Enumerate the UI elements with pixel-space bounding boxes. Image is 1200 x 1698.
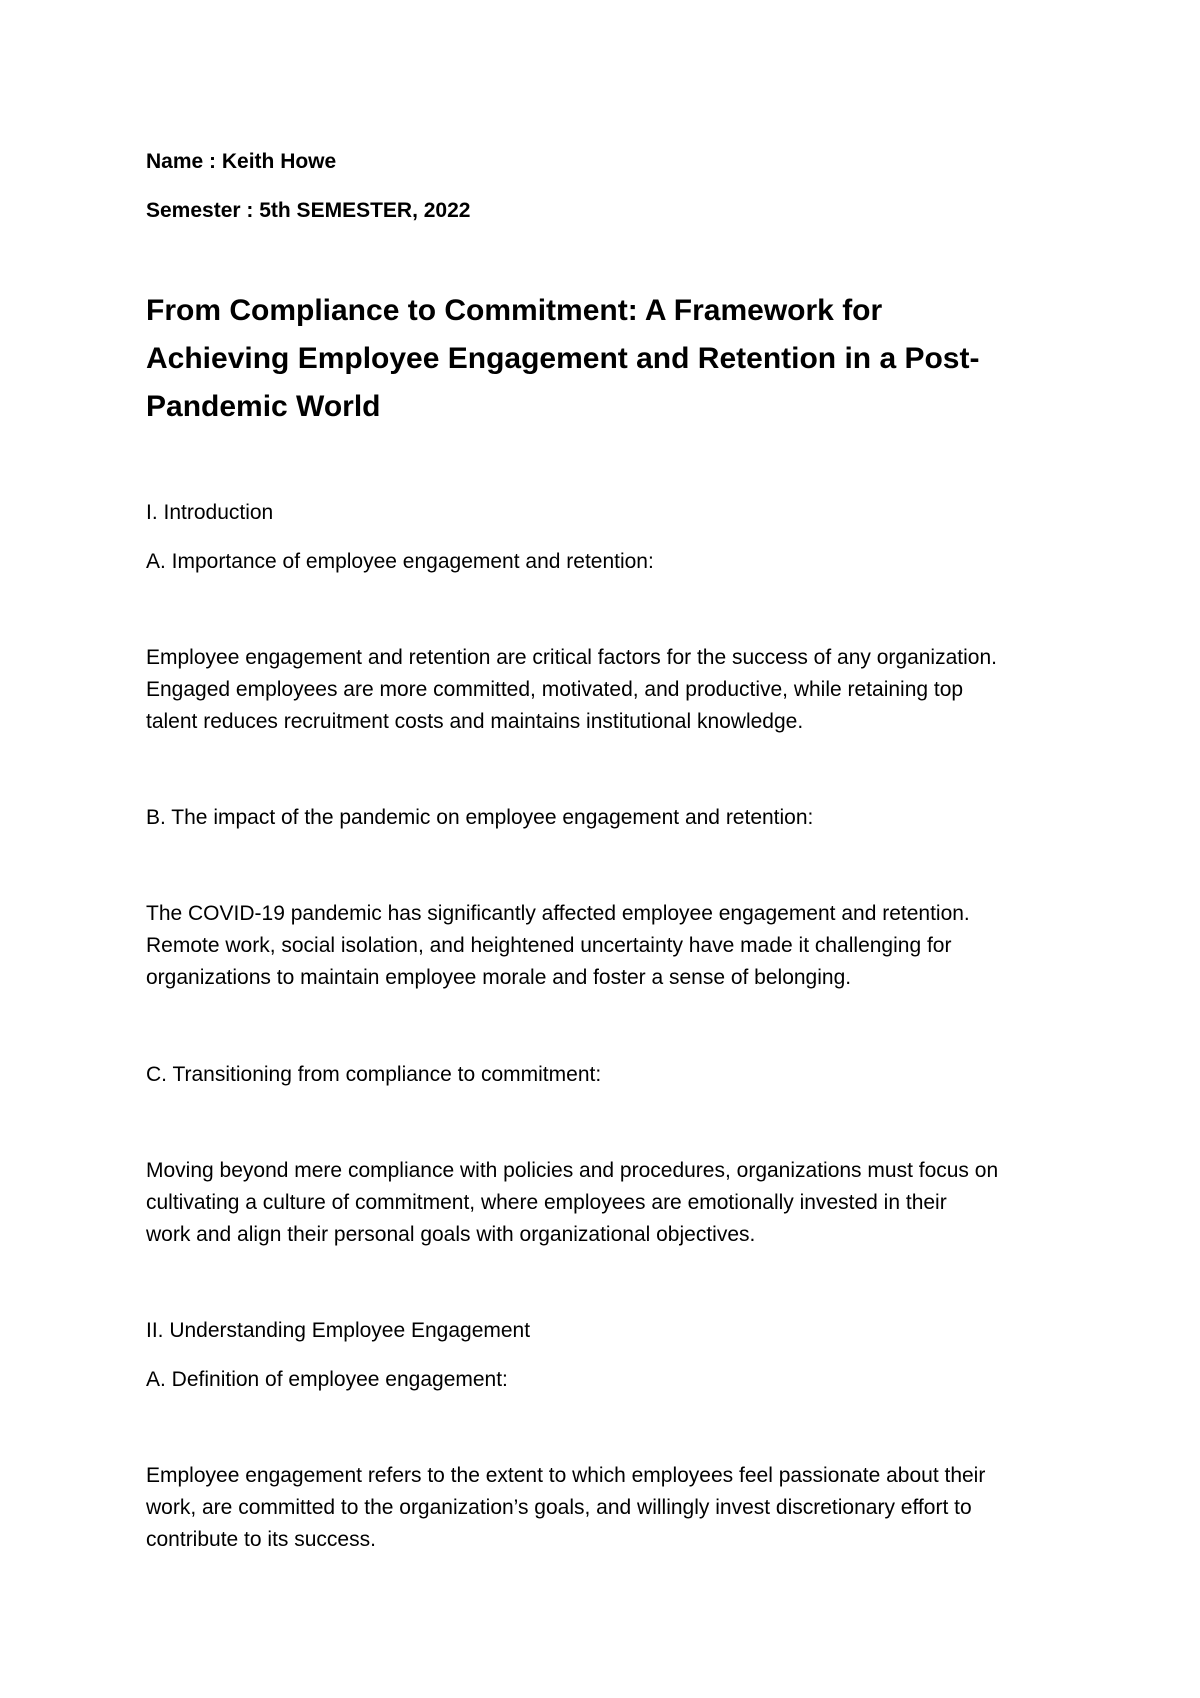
paragraph-c-line: work and align their personal goals with organizational objectives. <box>146 1223 756 1246</box>
section-understanding-heading: II. Understanding Employee Engagement <box>146 1319 531 1342</box>
paragraph-b-line: The COVID-19 pandemic has significantly affected employee engagement and retention. <box>146 902 970 925</box>
paragraph-a-line: talent reduces recruitment costs and maintains institutional knowledge. <box>146 710 804 733</box>
paragraph-definition-line: contribute to its success. <box>146 1528 376 1551</box>
paragraph-definition-line: work, are committed to the organization’s goals, and willingly invest discretionary effort to <box>146 1496 972 1519</box>
subsection-c-heading: C. Transitioning from compliance to commitment: <box>146 1063 602 1086</box>
document-title-line-2: Achieving Employee Engagement and Retention in a Post- <box>146 342 980 375</box>
student-name: Name : Keith Howe <box>146 150 337 173</box>
subsection-b-heading: B. The impact of the pandemic on employee engagement and retention: <box>146 806 814 829</box>
document-title-line-3: Pandemic World <box>146 390 381 423</box>
subsection-a-heading: A. Importance of employee engagement and retention: <box>146 550 654 573</box>
paragraph-c-line: Moving beyond mere compliance with policies and procedures, organizations must focus on <box>146 1159 999 1182</box>
paragraph-a-line: Engaged employees are more committed, motivated, and productive, while retaining top <box>146 678 964 701</box>
subsection-definition-heading: A. Definition of employee engagement: <box>146 1368 508 1391</box>
paragraph-c-line: cultivating a culture of commitment, where employees are emotionally invested in their <box>146 1191 947 1214</box>
paragraph-b-line: organizations to maintain employee morale and foster a sense of belonging. <box>146 966 852 989</box>
paragraph-definition-line: Employee engagement refers to the extent to which employees feel passionate about their <box>146 1464 986 1487</box>
paragraph-b-line: Remote work, social isolation, and heightened uncertainty have made it challenging for <box>146 934 952 957</box>
document-title-line-1: From Compliance to Commitment: A Framework for <box>146 294 883 327</box>
section-introduction-heading: I. Introduction <box>146 501 274 524</box>
semester-info: Semester : 5th SEMESTER, 2022 <box>146 199 471 222</box>
paragraph-a-line: Employee engagement and retention are critical factors for the success of any organization. <box>146 646 997 669</box>
